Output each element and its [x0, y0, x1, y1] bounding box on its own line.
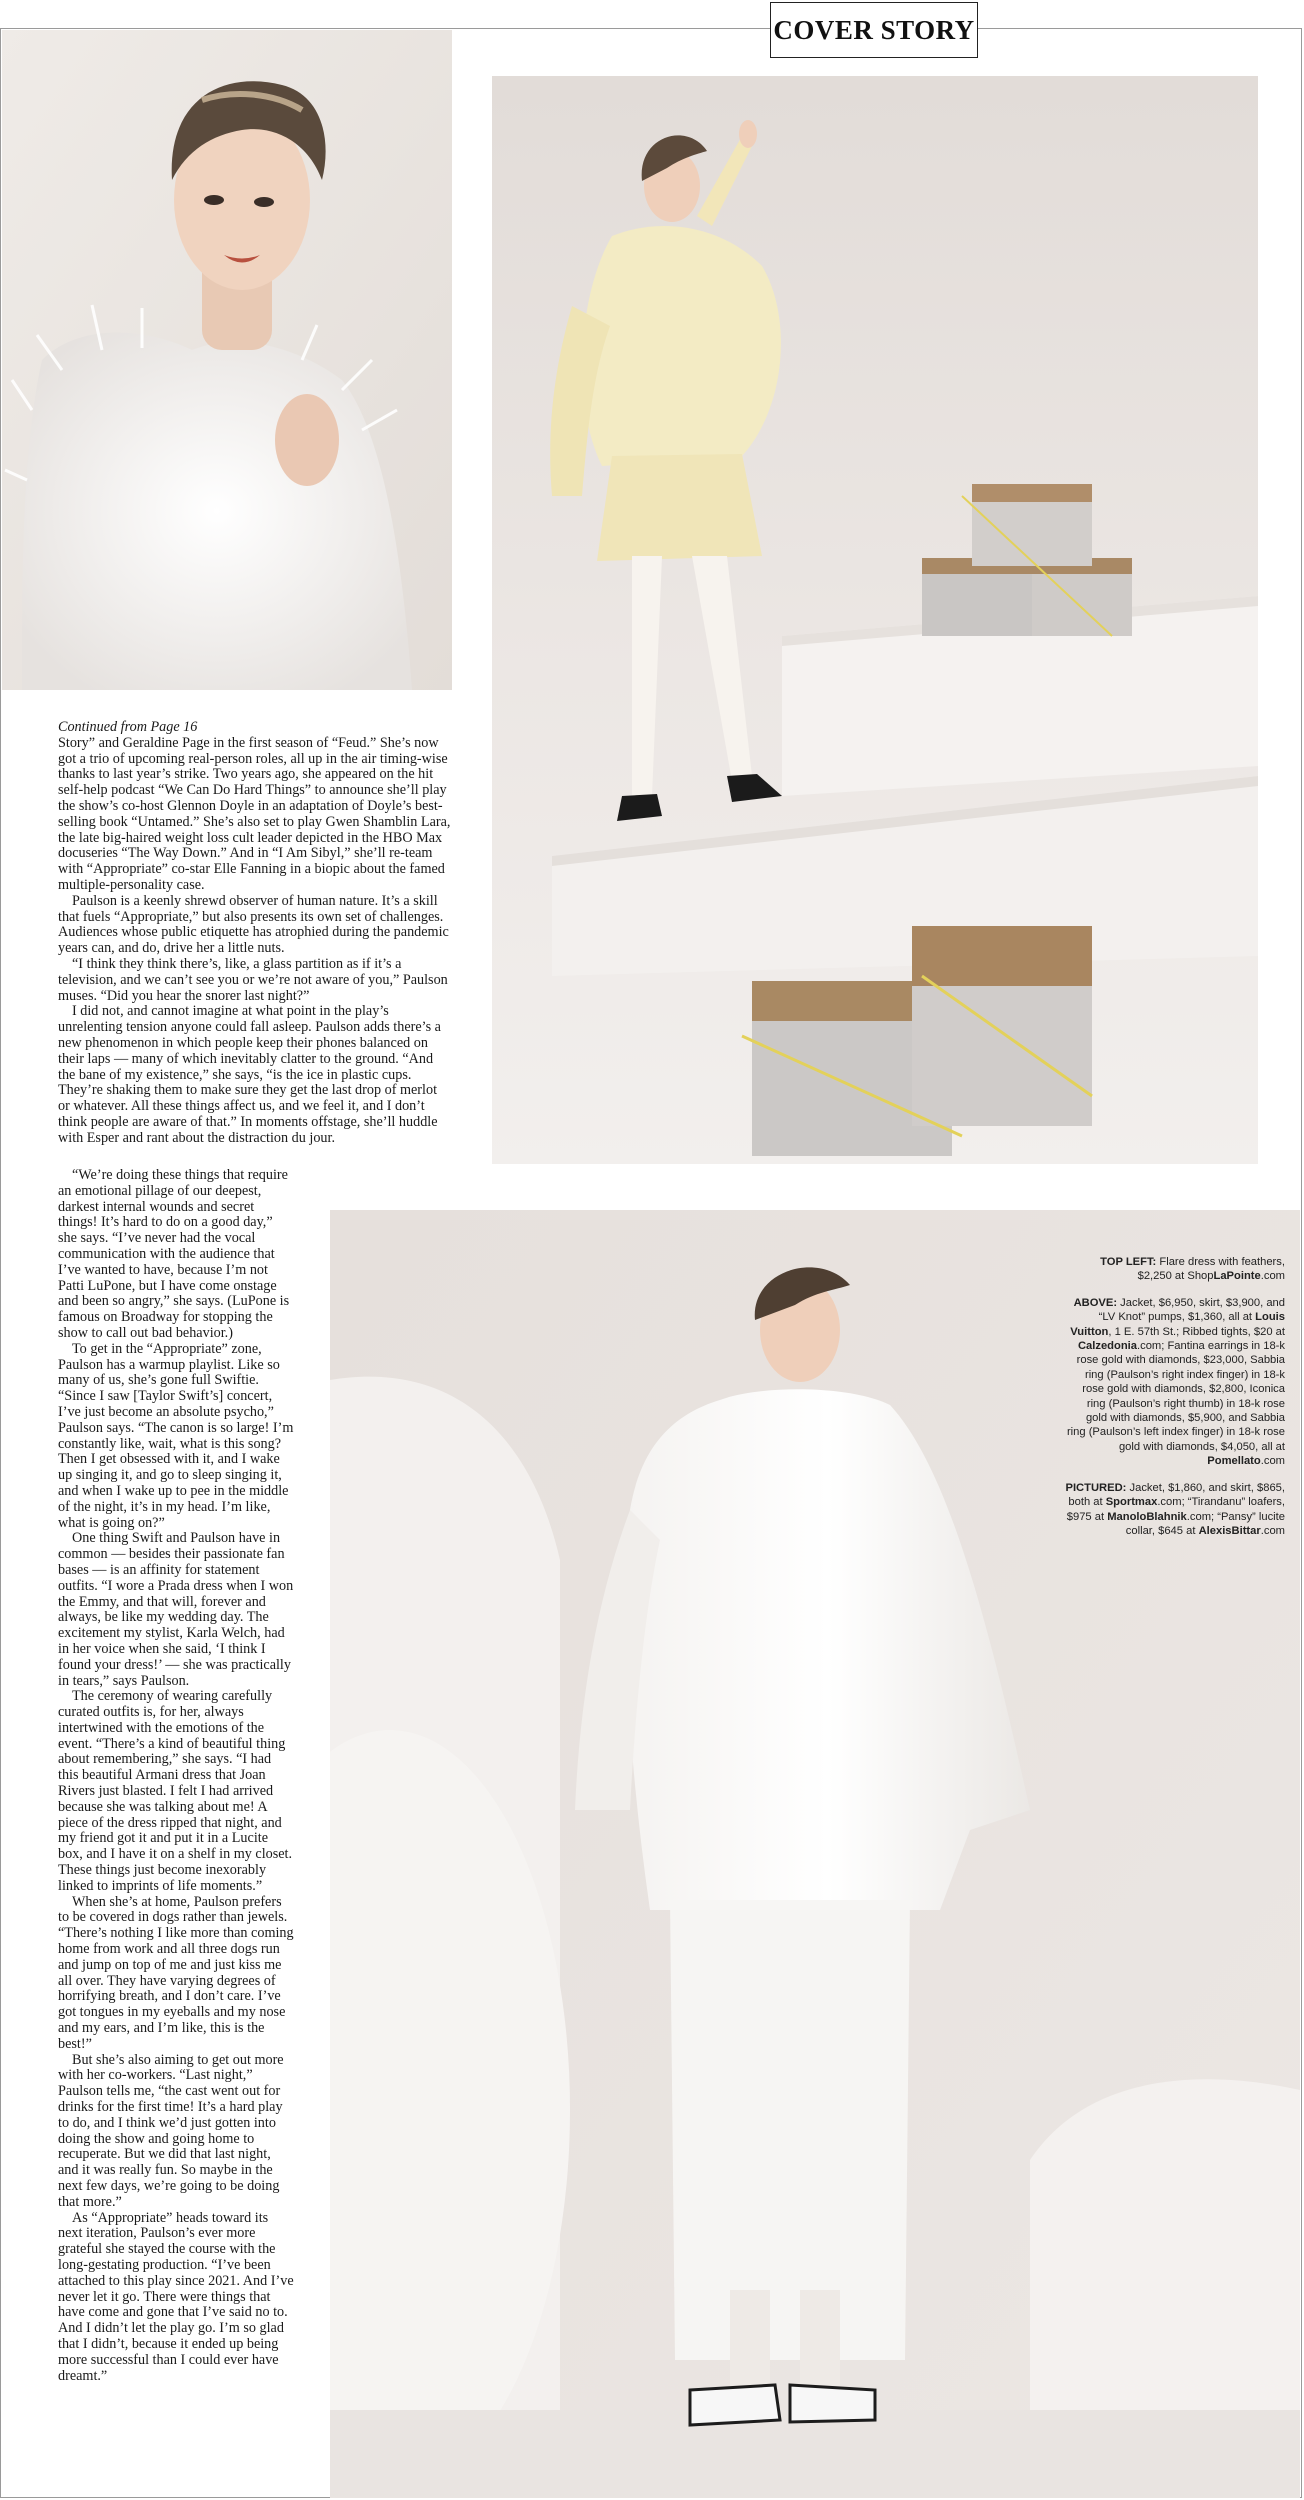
- credit-label: PICTURED:: [1065, 1481, 1127, 1494]
- article-paragraph: Story” and Geraldine Page in the first season of “Feud.” She’s now got a trio of upcoming real-person roles, all up in the air timing-wise thanks to last year’s strike. Two years ago, she appeared on the hit self-help podcast “We Can Do Hard Things” to announce she’ll play the show’s co-host Glennon Doyle in an adaptation of Doyle’s best-selling book “Untamed.” She’s also set to play Gwen Shamblin Lara, the late big-haired weight loss cult leader depicted in the HBO Max docuseries “The Way Down.” And in “I Am Sibyl,” she’ll re-team with “Appropriate” co-star Elle Fanning in a biopic about the famed multiple-personality case.: [58, 734, 451, 893]
- article-paragraph: I did not, and cannot imagine at what point in the play’s unrelenting tension anyone could fall asleep. Paulson adds there’s a new phenomenon in which people keep their phones balanced on their laps — many of which inevitably clatter to the ground. “And the bane of my existence,” she says, “is the ice in plastic cups. They’re shaking them to make sure they get the last drop of merlot or whatever. All these things affect us, and we feel it, and I don’t think people are aware of that.” In moments offstage, she’ll huddle with Esper and rant about the distraction du jour.: [58, 1003, 441, 1146]
- article-paragraph: “We’re doing these things that require an emotional pillage of our deepest, darkest internal wounds and secret things! It’s hard to do on a good day,” she says. “I’ve never had the vocal communication with the audience that I’ve wanted to have, because I’m not Patti LuPone, but I have come onstage and been so angry,” she says. (LuPone is famous on Broadway for stopping the show to call out bad behavior.): [58, 1167, 290, 1341]
- fashion-credits: [1065, 1255, 1285, 1550]
- credit-brand: AlexisBittar: [1198, 1524, 1261, 1537]
- credit-text: Jacket, $6,950, skirt, $3,900, and “LV Knot” pumps, $1,360, all at: [1098, 1296, 1285, 1324]
- article-column-wide: [58, 720, 452, 1147]
- credit-suffix: .com: [1260, 1270, 1285, 1283]
- article-paragraph: The ceremony of wearing carefully curated outfits is, for her, always intertwined with the emotions of the event. “There’s a kind of beautiful thing about remembering,” she says. “I had this beautiful Armani dress that Joan Rivers just blasted. I felt I had arrived because she was talking about me! A piece of the dress ripped that night, and my friend got it and put it in a Lucite box, and I have it on a shelf in my closet. These things just become inexorably linked to imprints of life moments.”: [58, 1688, 293, 1894]
- credit-pictured: [1065, 1481, 1285, 1539]
- article-paragraph: “I think they think there’s, like, a glass partition as if it’s a television, and we can’t see you or we’re not aware of you,” Paulson muses. “Did you hear the snorer last night?”: [58, 955, 448, 1004]
- article-paragraph: But she’s also aiming to get out more with her co-workers. “Last night,” Paulson tells me, “the cast went out for drinks for the first time! It’s a hard play to do, and I think we’d just gotten into doing the show and going home to recuperate. But we did that last night, and it was really fun. So maybe in the next few days, we’re going to be doing that more.”: [58, 2051, 284, 2210]
- credit-suffix: .com: [1260, 1455, 1285, 1468]
- continued-note: Continued from Page 16: [58, 719, 198, 735]
- portrait-photo: [2, 30, 452, 690]
- credit-text: .com; Fantina earrings in 18-k rose gold with diamonds, $23,000, Sabbia ring (Paulson’s right index finger) in 18-k rose gold with diamonds, $2,800, Iconica ring (Paulson’s right thumb) in 18-k rose gold with diamonds, $5,900, and Sabbia ring (Paulson’s left index finger) in 18-k rose gold with diamonds, $4,050, all at: [1066, 1340, 1285, 1453]
- section-label-text: COVER STORY: [773, 14, 975, 45]
- credit-label: TOP LEFT:: [1100, 1256, 1157, 1268]
- section-label: [770, 2, 978, 58]
- credit-brand: Louis Vuitton: [1070, 1311, 1285, 1338]
- credit-brand: Sportmax: [1105, 1496, 1158, 1509]
- credit-brand: Calzedonia: [1077, 1340, 1137, 1353]
- article-paragraph: One thing Swift and Paulson have in common — besides their passionate fan bases — is an affinity for statement outfits. “I wore a Prada dress when I won the Emmy, and that will, forever and always, be like my wedding day. The excitement my stylist, Karla Welch, had in her voice when she said, ‘I think I found your dress!’ — she was practically in tears,” says Paulson.: [58, 1530, 294, 1689]
- article-paragraph: Paulson is a keenly shrewd observer of human nature. It’s a skill that fuels “Appropriate,” but also presents its own set of challenges. Audiences whose public etiquette has atrophied during the pandemic years can, and do, drive her a little nuts.: [58, 892, 449, 957]
- article-column-narrow: [58, 1168, 294, 2384]
- credit-label: ABOVE:: [1073, 1296, 1118, 1309]
- credit-text: .com; “Tirandanu” loafers, $975 at: [1066, 1496, 1285, 1523]
- credit-text: Jacket, $1,860, and skirt, $865, both at: [1068, 1481, 1285, 1509]
- credit-text: .com; “Pansy” lucite collar, $645 at: [1125, 1510, 1285, 1537]
- article-paragraph: To get in the “Appropriate” zone, Paulson has a warmup playlist. Like so many of us, she’s gone full Swiftie. “Since I saw [Taylor Swift’s] concert, I’ve just become an absolute psycho,” Paulson says. “The canon is so large! I’m constantly like, wait, what is this song? Then I get obsessed with it, and I wake up singing it, and go to sleep singing it, and when I wake up to pee in the middle of the night, it’s in my head. I’m like, what is going on?”: [58, 1340, 294, 1531]
- credit-suffix: .com: [1260, 1524, 1285, 1537]
- credit-brand: Pomellato: [1207, 1455, 1261, 1468]
- credit-above: [1065, 1296, 1285, 1469]
- credit-text: , 1 E. 57th St.; Ribbed tights, $20 at: [1108, 1325, 1285, 1338]
- credit-top-left: [1065, 1255, 1285, 1284]
- article-paragraph: When she’s at home, Paulson prefers to be covered in dogs rather than jewels. “There’s nothing I like more than coming home from work and all three dogs run and jump on top of me and just kiss me all over. They have varying degrees of horrifying breath, and I don’t care. I’ve got tongues in my eyeballs and my nose and my ears, and I’m like, this is the best!”: [58, 1893, 294, 2052]
- article-paragraph: As “Appropriate” heads toward its next iteration, Paulson’s ever more grateful she stayed the course with the long-gestating production. “I’ve been attached to this play since 2021. And I’ve never let it go. There were things that have come and gone that I’ve said no to. And I didn’t let the play go. I’m so glad that I didn’t, because it ended up being more successful than I could ever have dreamt.”: [58, 2209, 294, 2384]
- credit-brand: ManoloBlahnik: [1107, 1510, 1187, 1523]
- credit-brand: LaPointe: [1213, 1270, 1261, 1283]
- standing-photo: [492, 76, 1258, 1164]
- credit-text: Flare dress with feathers, $2,250 at Shop: [1137, 1256, 1285, 1283]
